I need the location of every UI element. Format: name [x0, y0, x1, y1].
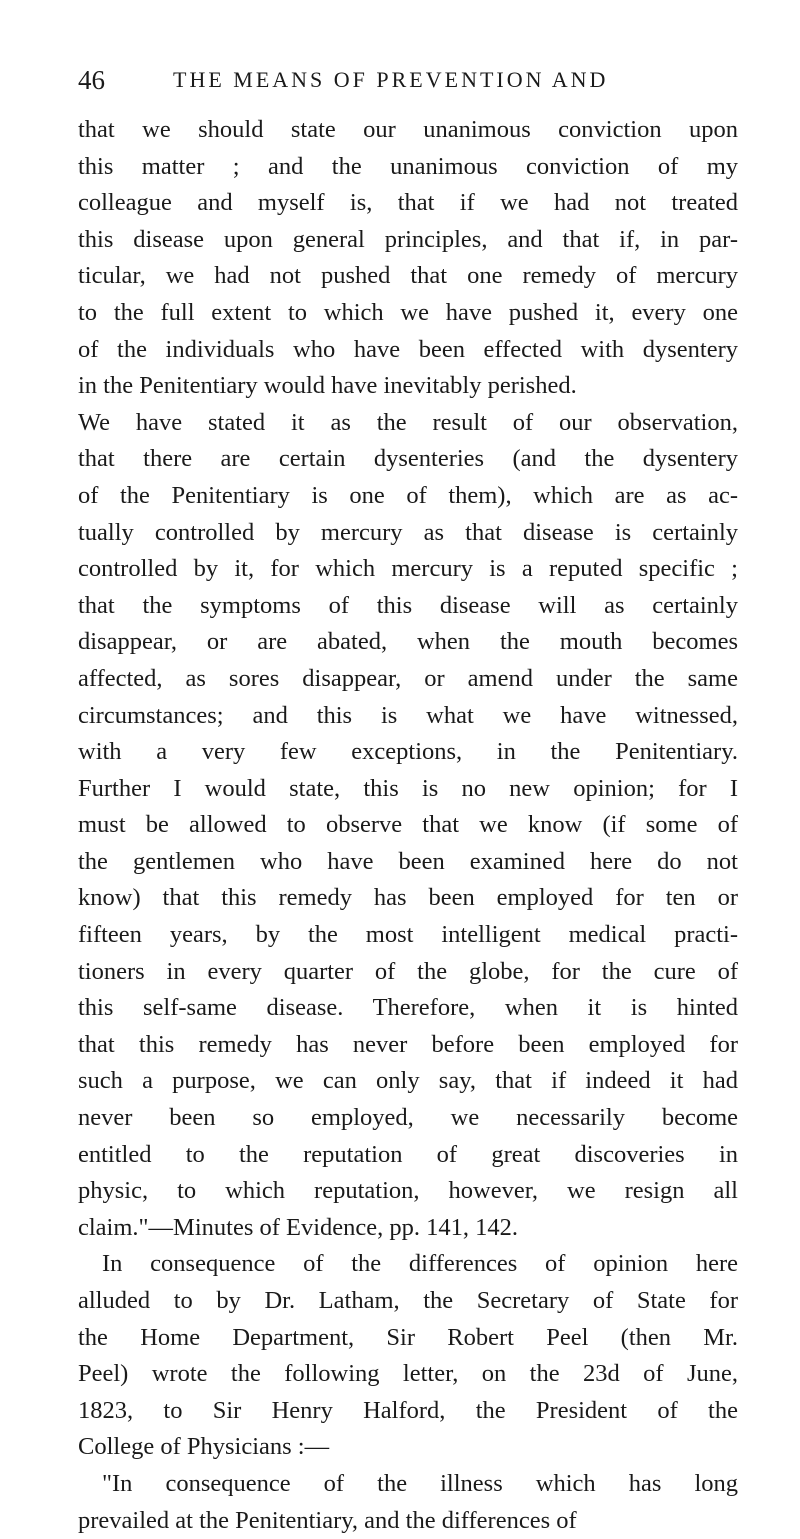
running-title: THE MEANS OF PREVENTION AND: [173, 67, 609, 92]
page-number: 46: [78, 65, 105, 95]
text-line: know) that this remedy has been employed for ten or: [78, 884, 738, 912]
text-line: that we should state our unanimous conviction upon: [78, 116, 738, 143]
text-line: claim."—Minutes of Evidence, pp. 141, 142.: [78, 1213, 519, 1241]
text-line: that there are certain dysenteries (and the dysentery: [78, 445, 738, 473]
text-line: with a very few exceptions, in the Penitentiary.: [78, 738, 738, 766]
text-line: In consequence of the differences of opinion here: [102, 1250, 738, 1278]
text-line: prevailed at the Penitentiary, and the differences of: [78, 1506, 577, 1534]
running-head: [78, 62, 738, 98]
text-line: We have stated it as the result of our observation,: [78, 408, 738, 436]
text-line: the Home Department, Sir Robert Peel (then Mr.: [78, 1323, 738, 1351]
text-line: circumstances; and this is what we have witnessed,: [78, 701, 738, 729]
text-line: ticular, we had not pushed that one remedy of mercury: [78, 262, 738, 290]
text-line: physic, to which reputation, however, we resign all: [78, 1177, 738, 1205]
text-line: tioners in every quarter of the globe, for the cure of: [78, 957, 738, 985]
text-line: tually controlled by mercury as that disease is certainly: [78, 518, 738, 546]
text-line: Peel) wrote the following letter, on the 23d of June,: [78, 1360, 738, 1388]
text-line: must be allowed to observe that we know (if some of: [78, 811, 738, 839]
text-line: disappear, or are abated, when the mouth becomes: [78, 628, 738, 656]
text-line: "In consequence of the illness which has long: [102, 1469, 738, 1497]
text-line: this matter ; and the unanimous conviction of my: [78, 152, 738, 180]
text-line: of the individuals who have been effected with dysentery: [78, 335, 738, 363]
text-line: in the Penitentiary would have inevitably perished.: [78, 372, 577, 400]
text-line: alluded to by Dr. Latham, the Secretary of State for: [78, 1287, 738, 1314]
text-line: such a purpose, we can only say, that if indeed it had: [78, 1067, 738, 1095]
text-line: entitled to the reputation of great discoveries in: [78, 1140, 738, 1168]
text-line: College of Physicians :—: [78, 1433, 330, 1461]
text-line: colleague and myself is, that if we had not treated: [78, 189, 738, 217]
text-line: Further I would state, this is no new opinion; for I: [78, 774, 738, 802]
text-line: that the symptoms of this disease will as certainly: [78, 591, 738, 619]
text-line: of the Penitentiary is one of them), which are as ac-: [78, 481, 738, 509]
text-line: to the full extent to which we have pushed it, every one: [78, 298, 738, 326]
text-line: affected, as sores disappear, or amend under the same: [78, 664, 738, 692]
text-line: that this remedy has never before been employed for: [78, 1030, 738, 1058]
text-line: controlled by it, for which mercury is a reputed specific ;: [78, 555, 738, 583]
body-text: [78, 112, 738, 1539]
text-line: this self-same disease. Therefore, when it is hinted: [78, 994, 738, 1022]
text-line: 1823, to Sir Henry Halford, the President of the: [78, 1396, 738, 1424]
text-line: never been so employed, we necessarily become: [78, 1104, 738, 1132]
text-line: this disease upon general principles, and that if, in par-: [78, 225, 738, 253]
text-line: the gentlemen who have been examined here do not: [78, 847, 738, 875]
text-line: fifteen years, by the most intelligent medical practi-: [78, 921, 738, 949]
